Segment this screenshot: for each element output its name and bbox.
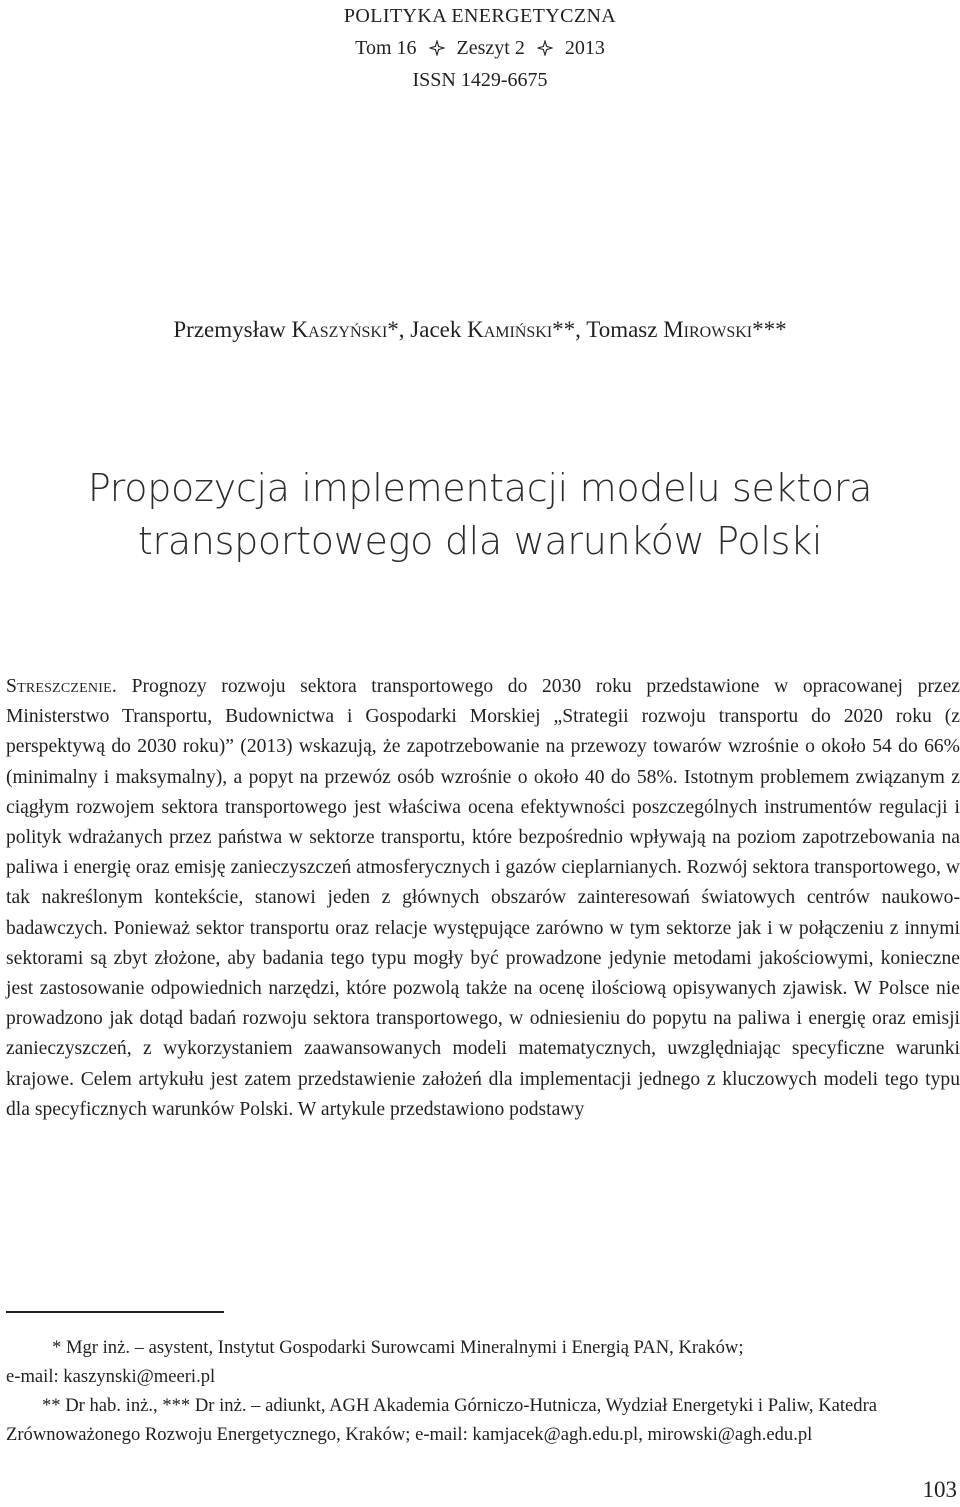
author: Tomasz Mirowski*** [586,317,787,342]
journal-name: POLITYKA ENERGETYCZNA [343,5,617,27]
footnote-2-line-2: Zrównoważonego Rozwoju Energetycznego, Kraków; e-mail: kamjacek@agh.edu.pl, mirowski@agh.edu.pl [6,1424,813,1445]
title-line-2: transportowego dla warunków Polski [137,519,823,563]
diamond-separator-icon [429,40,445,56]
journal-issn: ISSN 1429-6675 [412,69,548,91]
footnote-1-line-1: * Mgr inż. – asystent, Instytut Gospodarki Surowcami Mineralnymi i Energią PAN, Kraków; [52,1337,744,1358]
journal-issue-line [0,32,960,64]
journal-issue: Zeszyt 2 [456,37,525,59]
page-number: 103 [922,1477,957,1502]
author: Przemysław Kaszyński* [173,317,399,342]
journal-header [0,0,960,96]
footnotes [6,1333,960,1449]
footnote-divider [6,1311,224,1313]
title-line-1: Propozycja implementacji modelu sektora [87,466,873,510]
abstract [6,672,960,1125]
footnote-2-line-1: ** Dr hab. inż., *** Dr inż. – adiunkt, AGH Akademia Górniczo-Hutnicza, Wydział Energetyki i Paliw, Katedra [42,1395,878,1416]
journal-year: 2013 [564,37,605,59]
diamond-separator-icon [537,40,553,56]
abstract-heading: Streszczenie. [6,676,117,697]
article-title [0,462,960,568]
abstract-text: Prognozy rozwoju sektora transportowego do 2030 roku przedstawione w opracowanej przez Ministerstwo Transportu, Budownictwa i Gospodarki Morskiej „Strategii rozwoju transportu do 2020 roku (z perspektywą do 2030 roku)” (2013) wskazują, że zapotrzebowanie na przewozy towarów wzrośnie o około 54 do 66% (minimalny i maksymalny), a popyt na przewóz osób wzrośnie o około 40 do 58%. Istotnym problemem związanym z ciągłym rozwojem sektora transportowego jest właściwa ocena efektywności poszczególnych instrumentów regulacji i polityk wdrażanych przez państwa w sektorze transportu, które bezpośrednio wpływają na poziom zapotrzebowania na paliwa i energię oraz emisję zanieczyszczeń atmosferycznych i gazów cieplarnianych. Rozwój sektora transportowego, w tak nakreślonym kontekście, stanowi jeden z głównych obszarów zainteresowań światowych centrów naukowo-badawczych. Ponieważ sektor transportu oraz relacje występujące zarówno w tym sektorze jak i w połączeniu z innymi sektorami są zbyt złożone, aby badania tego typu mogły być prowadzone jedynie metodami jakościowymi, konieczne jest zastosowanie odpowiednich narzędzi, które pozwolą także na ocenę ilościową opisywanych zjawisk. W Polsce nie prowadzono jak dotąd badań rozwoju sektora transportowego, w odniesieniu do popytu na paliwa i energię oraz emisji zanieczyszczeń, z wykorzystaniem zaawansowanych modeli matematycznych, uwzględniając specyficzne warunki krajowe. Celem artykułu jest zatem przedstawienie założeń dla implementacji jednego z kluczowych modeli tego typu dla specyficznych warunków Polski. W artykule przedstawiono podstawy [6,676,960,1120]
author-list: Przemysław Kaszyński*, Jacek Kamiński**, Tomasz Mirowski*** [173,317,787,342]
author: Jacek Kamiński** [410,317,576,342]
abstract-paragraph [6,672,960,1125]
journal-volume: Tom 16 [355,37,417,59]
footnote-1-line-2: e-mail: kaszynski@meeri.pl [6,1366,216,1387]
